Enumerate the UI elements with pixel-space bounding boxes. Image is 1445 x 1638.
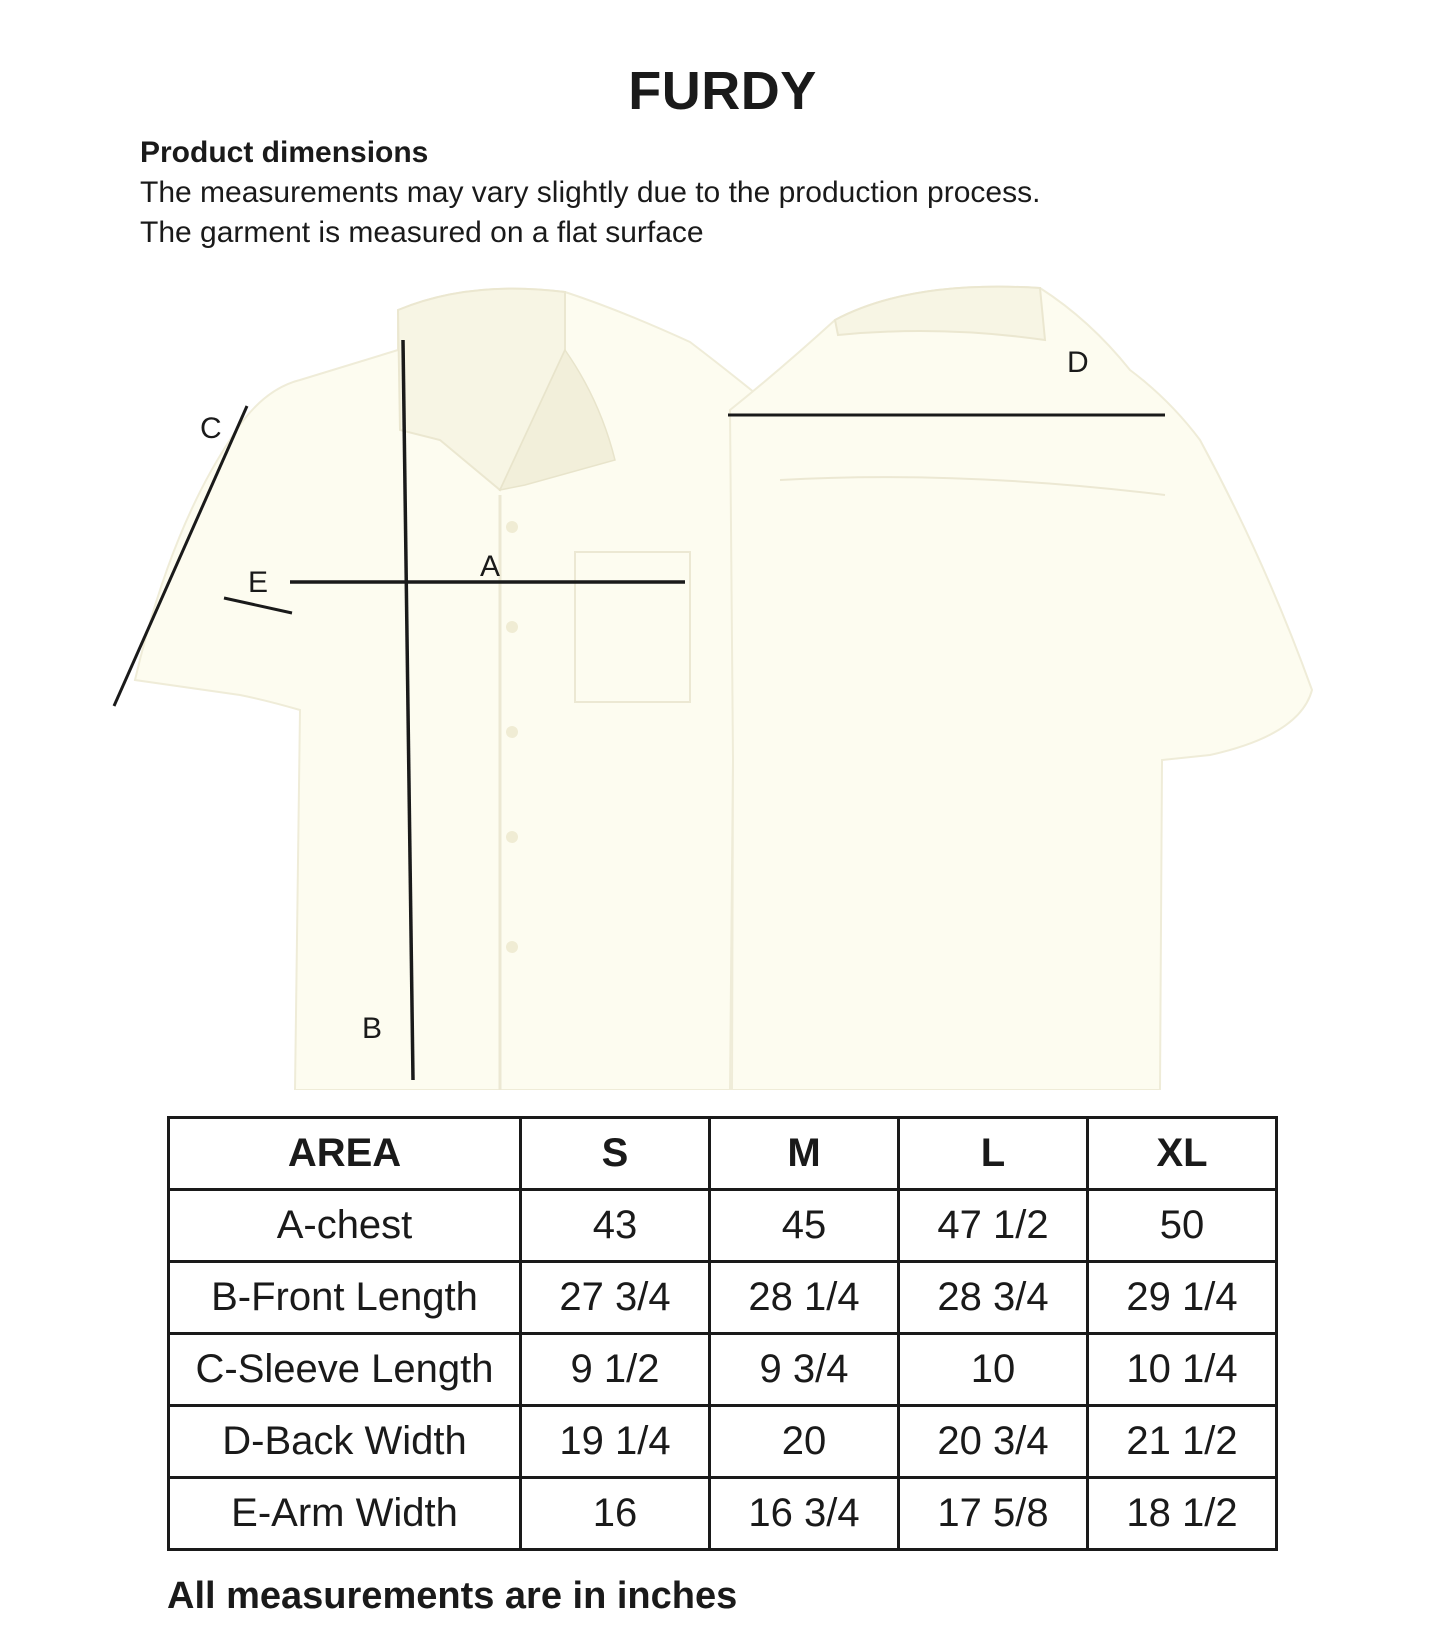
cell-value: 27 3/4: [521, 1262, 710, 1334]
label-d: D: [1067, 346, 1089, 379]
cell-value: 28 3/4: [899, 1262, 1088, 1334]
measurement-note-line-1: The measurements may vary slightly due to the production process.: [140, 176, 1041, 209]
cell-value: 29 1/4: [1088, 1262, 1277, 1334]
size-chart-table: [167, 1116, 1278, 1551]
header-size-l: L: [899, 1118, 1088, 1190]
front-button: [506, 726, 518, 738]
cell-value: 9 3/4: [710, 1334, 899, 1406]
table-row: [169, 1406, 1277, 1478]
table-header-row: [169, 1118, 1277, 1190]
brand-title: FURDY: [628, 61, 817, 121]
row-area-label: A-chest: [169, 1190, 521, 1262]
cell-value: 50: [1088, 1190, 1277, 1262]
cell-value: 43: [521, 1190, 710, 1262]
row-area-label: C-Sleeve Length: [169, 1334, 521, 1406]
measurement-note-line-2: The garment is measured on a flat surface: [140, 216, 704, 249]
units-footnote: All measurements are in inches: [167, 1575, 738, 1617]
front-button: [506, 621, 518, 633]
row-area-label: B-Front Length: [169, 1262, 521, 1334]
cell-value: 10: [899, 1334, 1088, 1406]
cell-value: 20: [710, 1406, 899, 1478]
table-row: [169, 1190, 1277, 1262]
back-shirt-collar: [835, 287, 1045, 340]
cell-value: 19 1/4: [521, 1406, 710, 1478]
table-row: [169, 1262, 1277, 1334]
cell-value: 28 1/4: [710, 1262, 899, 1334]
front-button: [506, 831, 518, 843]
label-a: A: [480, 550, 501, 583]
back-shirt-body: [730, 287, 1312, 1090]
section-title: Product dimensions: [140, 136, 429, 169]
cell-value: 17 5/8: [899, 1478, 1088, 1550]
back-shirt-illustration: [730, 287, 1312, 1090]
garment-diagram: [0, 280, 1445, 1090]
front-button: [506, 521, 518, 533]
cell-value: 20 3/4: [899, 1406, 1088, 1478]
label-e: E: [248, 566, 269, 599]
header-area: AREA: [169, 1118, 521, 1190]
header-size-m: M: [710, 1118, 899, 1190]
header-size-s: S: [521, 1118, 710, 1190]
front-button: [506, 941, 518, 953]
garment-diagram-svg: [0, 280, 1445, 1090]
header-size-xl: XL: [1088, 1118, 1277, 1190]
table-row: [169, 1334, 1277, 1406]
cell-value: 18 1/2: [1088, 1478, 1277, 1550]
label-b: B: [362, 1012, 383, 1045]
cell-value: 10 1/4: [1088, 1334, 1277, 1406]
cell-value: 16 3/4: [710, 1478, 899, 1550]
cell-value: 47 1/2: [899, 1190, 1088, 1262]
cell-value: 21 1/2: [1088, 1406, 1277, 1478]
label-c: C: [200, 412, 222, 445]
cell-value: 45: [710, 1190, 899, 1262]
cell-value: 16: [521, 1478, 710, 1550]
table-row: [169, 1478, 1277, 1550]
row-area-label: D-Back Width: [169, 1406, 521, 1478]
cell-value: 9 1/2: [521, 1334, 710, 1406]
row-area-label: E-Arm Width: [169, 1478, 521, 1550]
